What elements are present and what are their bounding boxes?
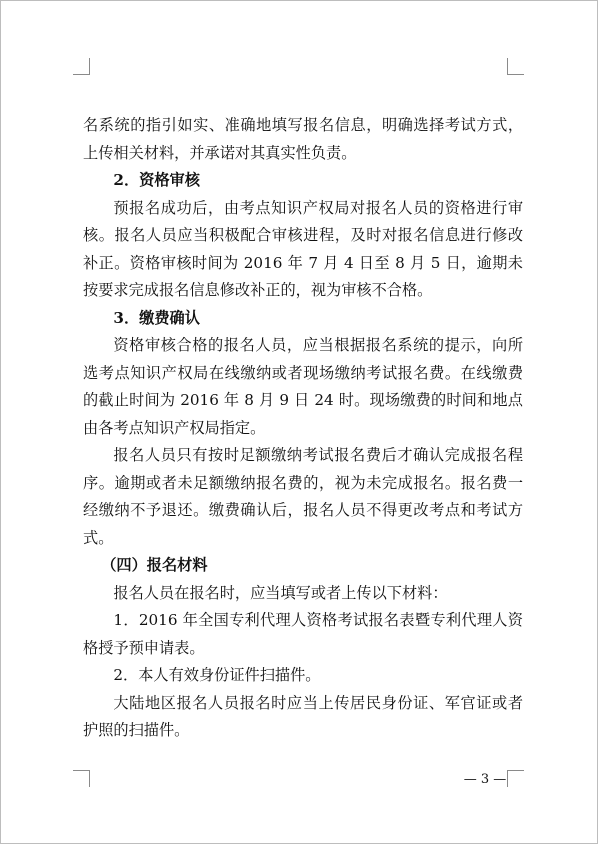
paragraph-material-2: 2．本人有效身份证件扫描件。 (113, 666, 321, 684)
paragraph-registration-completion: 报名人员只有按时足额缴纳考试报名费后才确认完成报名程序。逾期或者未足额缴纳报名费的，视为未完成报名。报名费一经缴纳不予退还。缴费确认后，报名人员不得更改考点和考试方式。 (83, 446, 523, 547)
heading-fee-confirmation: 3．缴费确认 (113, 308, 200, 327)
paragraph-fee-payment: 资格审核合格的报名人员，应当根据报名系统的提示，向所选考点知识产权局在线缴纳或者现场缴纳考试报名费。在线缴费的截止时间为 2016 年 8 月 9 日 24 时。现场缴费的时间和地点由各考点知识产权局指定。 (83, 336, 523, 437)
crop-mark-top-left (73, 58, 90, 75)
paragraph-qualification-review: 预报名成功后，由考点知识产权局对报名人员的资格进行审核。报名人员应当积极配合审核进程，及时对报名信息进行修改补正。资格审核时间为 2016 年 7 月 4 日至 8 月 5 日，逾期未按要求完成报名信息修改补正的，视为审核不合格。 (83, 198, 523, 299)
document-body (83, 112, 523, 745)
crop-mark-bottom-left (73, 770, 90, 787)
page-number: — 3 — (463, 772, 507, 787)
crop-mark-top-right (507, 58, 524, 75)
heading-registration-materials: （四）报名材料 (101, 556, 208, 574)
paragraph-mainland-id: 大陆地区报名人员报名时应当上传居民身份证、军官证或者护照的扫描件。 (83, 693, 523, 739)
paragraph-materials-intro: 报名人员在报名时，应当填写或者上传以下材料： (113, 583, 448, 602)
paragraph-material-1: 1．2016 年全国专利代理人资格考试报名表暨专利代理人资格授予预申请表。 (83, 611, 523, 657)
heading-qualification-review: 2．资格审核 (113, 171, 200, 189)
paragraph-continuation: 名系统的指引如实、准确地填写报名信息，明确选择考试方式，上传相关材料，并承诺对其真实性负责。 (83, 116, 523, 162)
